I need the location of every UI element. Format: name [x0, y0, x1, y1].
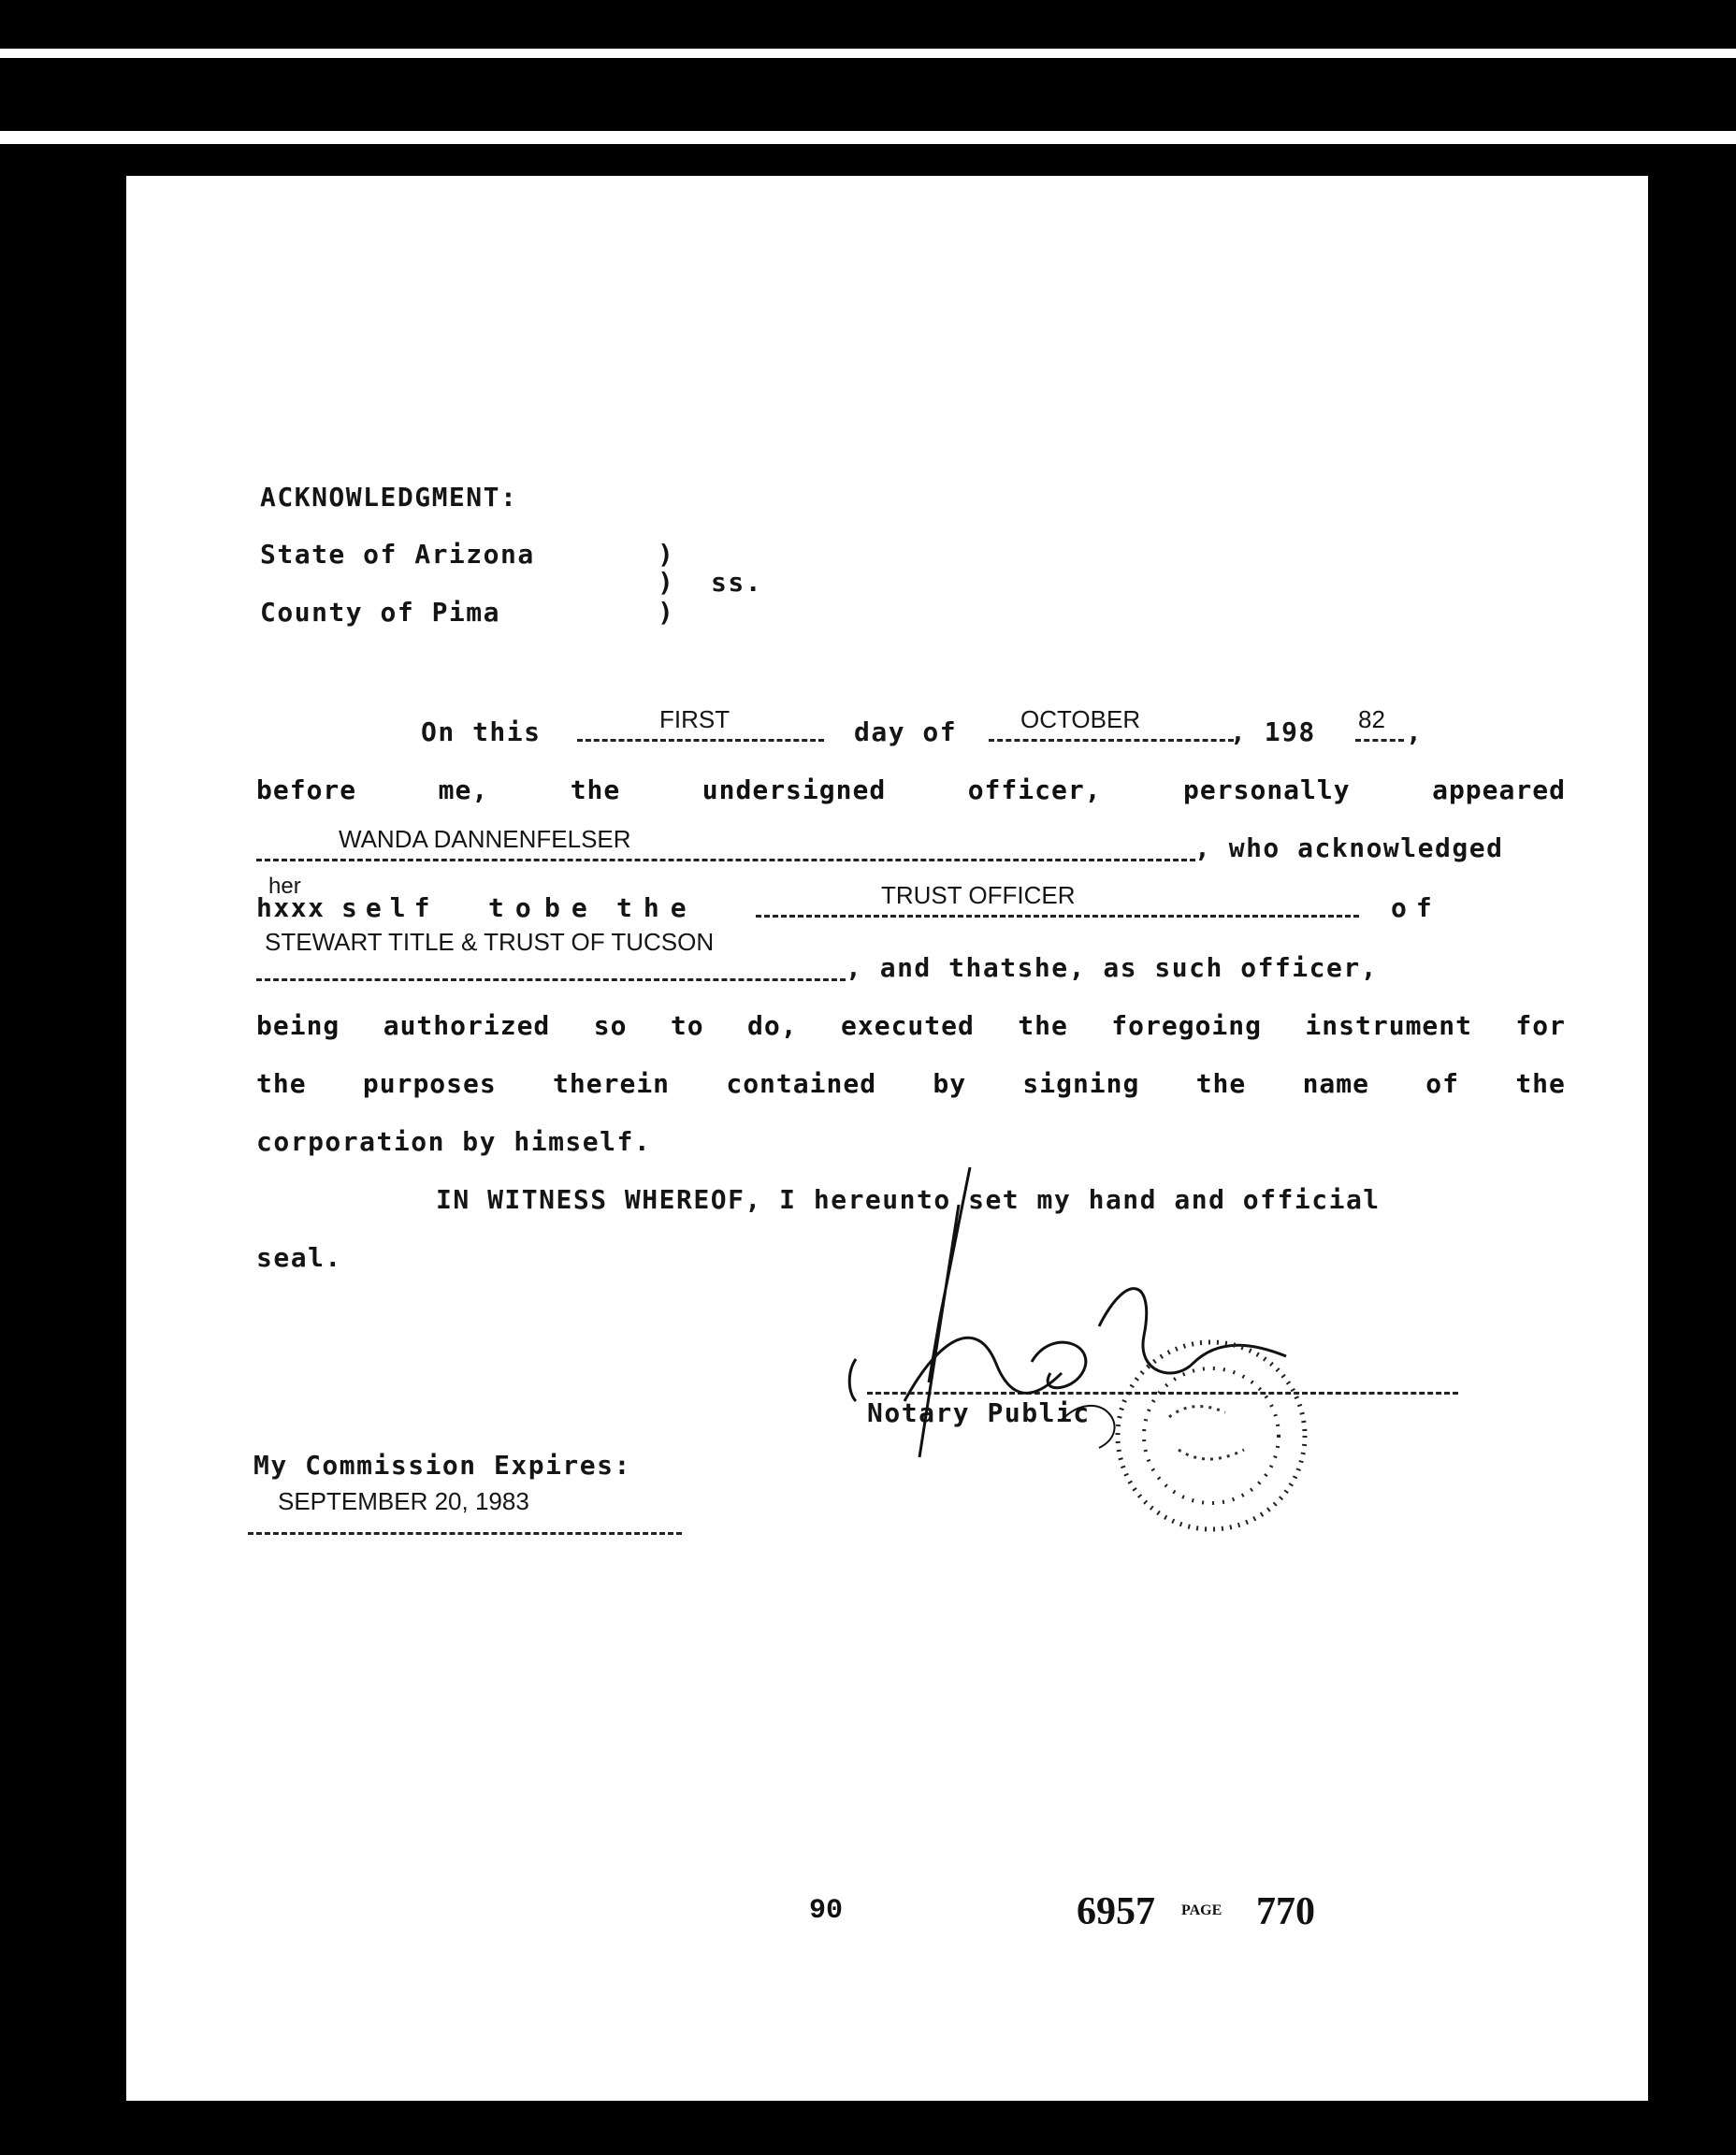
text-line: before me, the undersigned officer, personally appeared — [256, 774, 1566, 805]
witness-line: seal. — [256, 1242, 342, 1273]
page-word: PAGE — [1181, 1902, 1222, 1918]
name-value: WANDA DANNENFELSER — [339, 825, 631, 853]
notary-label: Notary Public — [867, 1397, 1091, 1428]
bracket: ) — [658, 597, 673, 628]
witness-line: IN WITNESS WHEREOF, I hereunto set my hand and official — [436, 1184, 1381, 1215]
comma: , — [1406, 716, 1424, 747]
be-text: be — [544, 892, 599, 923]
day-value: FIRST — [659, 705, 731, 733]
commission-blank — [248, 1532, 682, 1535]
company-value: STEWART TITLE & TRUST OF TUCSON — [265, 928, 715, 956]
day-of-text: day of — [854, 716, 958, 747]
year-blank — [1355, 739, 1404, 742]
month-blank — [989, 739, 1234, 742]
who-acknowledged-text: , who acknowledged — [1194, 832, 1504, 863]
the-text: the — [616, 892, 698, 923]
pronoun-overwrite: her — [268, 874, 301, 899]
name-blank — [256, 859, 1195, 861]
himself-suffix: self — [341, 892, 439, 923]
scan-border-rule-top — [0, 49, 1736, 58]
struck-text: hxxx — [256, 892, 326, 923]
month-value: OCTOBER — [1020, 705, 1141, 733]
company-blank — [256, 978, 846, 981]
commission-date: SEPTEMBER 20, 1983 — [278, 1487, 529, 1515]
commission-label: My Commission Expires: — [253, 1450, 631, 1481]
text-line: corporation by himself. — [256, 1126, 652, 1157]
year-value: 82 — [1358, 705, 1385, 733]
notary-seal — [1066, 1328, 1366, 1571]
page-number: 770 — [1256, 1890, 1315, 1933]
scan-border-rule — [0, 131, 1736, 144]
day-blank — [577, 739, 824, 742]
of-text: of — [1391, 892, 1441, 923]
county-label: County of Pima — [260, 597, 501, 628]
bracket: ) — [658, 567, 673, 598]
text-line: the purposes therein contained by signing the name of the — [256, 1068, 1566, 1099]
to-text: to — [488, 892, 542, 923]
state-label: State of Arizona — [260, 539, 535, 570]
heading: ACKNOWLEDGMENT: — [260, 482, 518, 513]
page-reference: 90 — [809, 1895, 844, 1927]
title-blank — [756, 915, 1359, 918]
line5-tail: , and thatshe, as such officer, — [846, 952, 1379, 983]
document-page — [126, 176, 1648, 2101]
ss-label: ss. — [711, 567, 763, 598]
text-line: being authorized so to do, executed the foregoing instrument for — [256, 1010, 1566, 1041]
book-number: 6957 — [1077, 1890, 1155, 1933]
year-prefix: , 198 — [1230, 716, 1316, 747]
on-this-text: On this — [421, 716, 542, 747]
title-value: TRUST OFFICER — [881, 881, 1076, 909]
bracket: ) — [658, 539, 673, 570]
